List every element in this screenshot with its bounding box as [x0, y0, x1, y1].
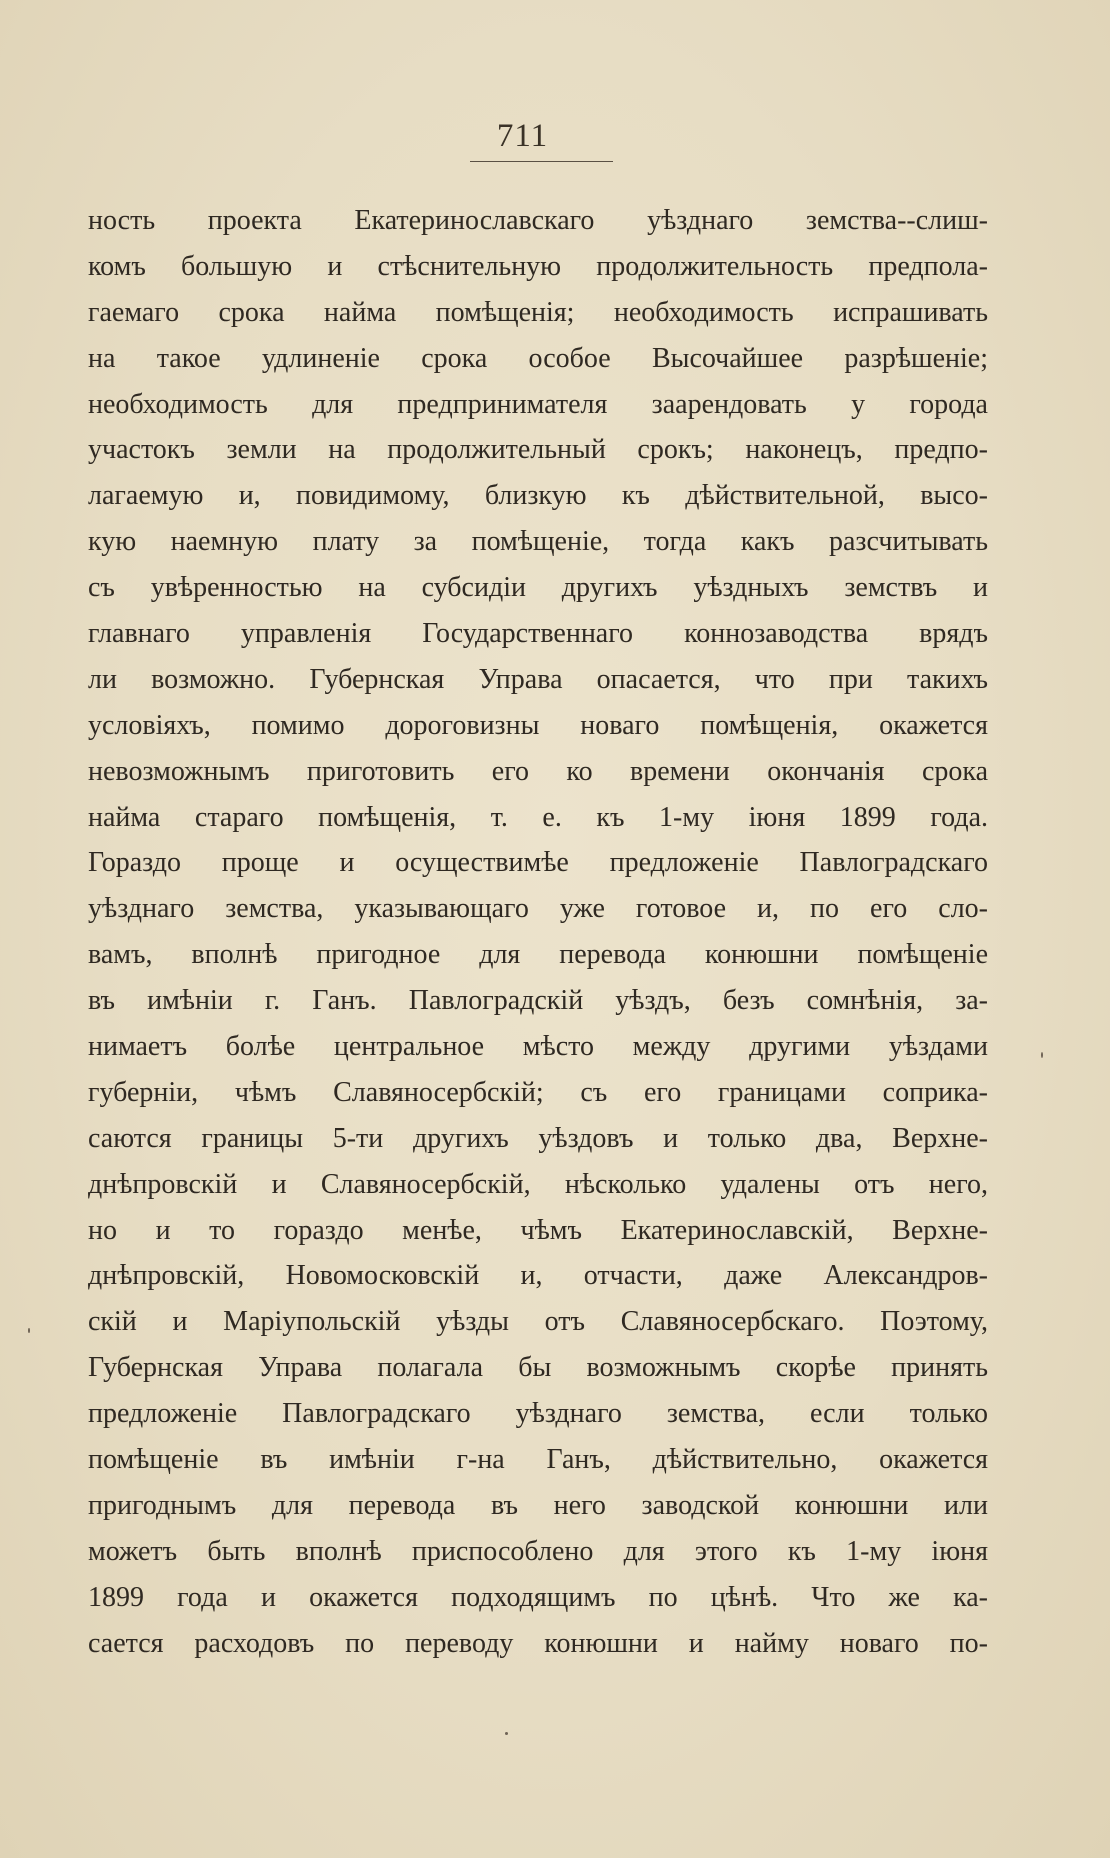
text-line: помѣщеніе въ имѣніи г-на Ганъ, дѣйствительно, окажется [88, 1444, 988, 1476]
text-line: 1899 года и окажется подходящимъ по цѣнѣ. Что же ка- [88, 1581, 988, 1613]
text-line: Гораздо проще и осуществимѣе предложеніе Павлоградскаго [88, 847, 988, 879]
text-line: губерніи, чѣмъ Славяносербскій; съ его границами соприка- [88, 1076, 988, 1108]
text-line: скій и Маріупольскій уѣзды отъ Славяносербскаго. Поэтому, [88, 1306, 988, 1338]
text-line: но и то гораздо менѣе, чѣмъ Екатеринославскій, Верхне- [88, 1214, 988, 1246]
text-line: необходимость для предпринимателя заарендовать у города [88, 388, 988, 420]
text-line: комъ большую и стѣснительную продолжительность предпола- [88, 250, 988, 282]
paper-speck [505, 1732, 508, 1735]
text-line: саются границы 5-ти другихъ уѣздовъ и только два, Верхне- [88, 1122, 988, 1154]
text-line: въ имѣніи г. Ганъ. Павлоградскій уѣздъ, безъ сомнѣнія, за- [88, 985, 988, 1017]
body-text [88, 198, 988, 1667]
text-line: найма стараго помѣщенія, т. е. къ 1-му іюня 1899 года. [88, 801, 988, 833]
page-number-rule [470, 161, 613, 162]
text-line: ность проекта Екатеринославскаго уѣзднаго земства--слиш- [88, 205, 988, 236]
paper-speck [1041, 1052, 1043, 1058]
text-line: главнаго управленія Государственнаго коннозаводства врядъ [88, 618, 988, 650]
text-line: съ увѣренностью на субсидіи другихъ уѣздныхъ земствъ и [88, 572, 988, 604]
text-line: пригоднымъ для перевода въ него заводской конюшни или [88, 1489, 988, 1521]
page-number: 711 [496, 118, 549, 154]
text-line: уѣзднаго земства, указывающаго уже готовое и, по его сло- [88, 893, 988, 925]
text-line: днѣпровскій и Славяносербскій, нѣсколько удалены отъ него, [88, 1168, 988, 1200]
text-line: вамъ, вполнѣ пригодное для перевода конюшни помѣщеніе [88, 939, 988, 971]
text-line: кую наемную плату за помѣщеніе, тогда какъ разсчитывать [88, 526, 988, 558]
text-line: участокъ земли на продолжительный срокъ; наконецъ, предпо- [88, 434, 988, 466]
text-line: гаемаго срока найма помѣщенія; необходимость испрашивать [88, 296, 988, 328]
text-line: днѣпровскій, Новомосковскій и, отчасти, даже Александров- [88, 1260, 988, 1292]
text-line: предложеніе Павлоградскаго уѣзднаго земства, если только [88, 1398, 988, 1430]
text-line: нимаетъ болѣе центральное мѣсто между другими уѣздами [88, 1031, 988, 1063]
text-line: лагаемую и, повидимому, близкую къ дѣйствительной, высо- [88, 480, 988, 512]
text-line: Губернская Управа полагала бы возможнымъ скорѣе принять [88, 1352, 988, 1384]
text-line: условіяхъ, помимо дороговизны новаго помѣщенія, окажется [88, 709, 988, 741]
text-line: сается расходовъ по переводу конюшни и найму новаго по- [88, 1627, 988, 1659]
text-line: ли возможно. Губернская Управа опасается, что при такихъ [88, 663, 988, 695]
paper-speck [28, 1328, 30, 1333]
text-line: можетъ быть вполнѣ приспособлено для этого къ 1-му іюня [88, 1535, 988, 1567]
text-line: на такое удлиненіе срока особое Высочайшее разрѣшеніе; [88, 342, 988, 374]
text-line: невозможнымъ приготовить его ко времени окончанія срока [88, 755, 988, 787]
